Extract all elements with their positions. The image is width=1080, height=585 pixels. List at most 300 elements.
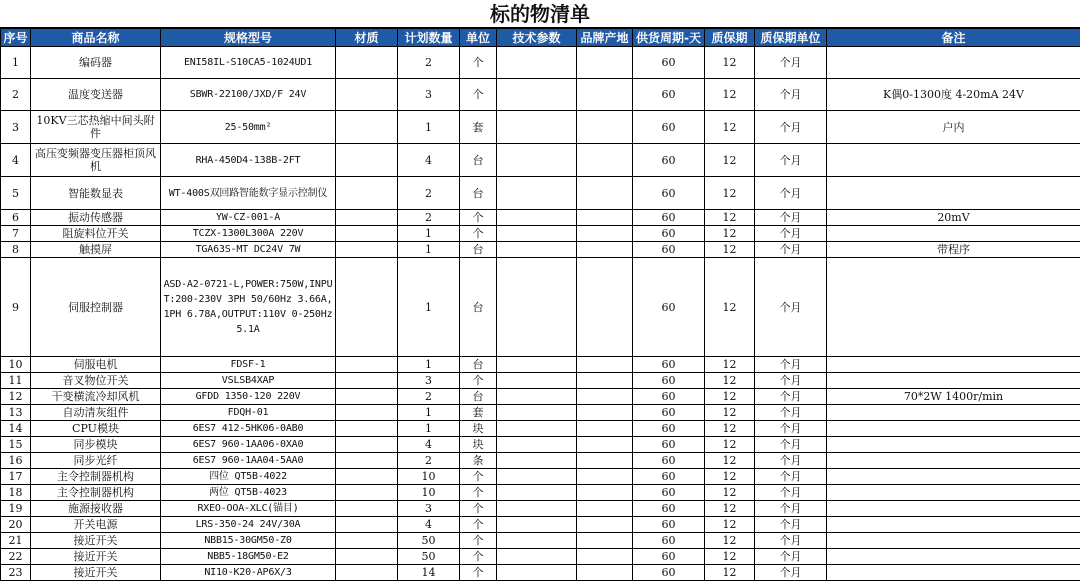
- cell-model[interactable]: RXEO-OOA-XLC(锚目): [161, 501, 336, 517]
- cell-tech[interactable]: [497, 565, 577, 581]
- cell-tech[interactable]: [497, 79, 577, 111]
- cell-qty[interactable]: 2: [398, 177, 460, 210]
- cell-qty[interactable]: 50: [398, 549, 460, 565]
- cell-supply[interactable]: 60: [633, 549, 705, 565]
- cell-supply[interactable]: 60: [633, 469, 705, 485]
- cell-brand[interactable]: [577, 405, 633, 421]
- cell-tech[interactable]: [497, 501, 577, 517]
- cell-model[interactable]: GFDD 1350-120 220V: [161, 389, 336, 405]
- cell-warranty[interactable]: 12: [705, 373, 755, 389]
- table-row: [1, 373, 1080, 389]
- cell-warranty[interactable]: 12: [705, 144, 755, 177]
- cell-warranty[interactable]: 12: [705, 210, 755, 226]
- cell-name[interactable]: 编码器: [31, 47, 161, 79]
- cell-brand[interactable]: [577, 469, 633, 485]
- cell-unit[interactable]: 套: [460, 405, 497, 421]
- table-row: [1, 549, 1080, 565]
- cell-brand[interactable]: [577, 533, 633, 549]
- cell-note[interactable]: [827, 469, 1080, 485]
- cell-material[interactable]: [336, 144, 398, 177]
- cell-supply[interactable]: 60: [633, 565, 705, 581]
- cell-tech[interactable]: [497, 485, 577, 501]
- cell-model[interactable]: FDSF-1: [161, 357, 336, 373]
- cell-supply[interactable]: 60: [633, 405, 705, 421]
- cell-brand[interactable]: [577, 242, 633, 258]
- cell-warranty-unit[interactable]: 个月: [755, 79, 827, 111]
- header-cell-unit[interactable]: 单位: [460, 29, 497, 47]
- cell-no[interactable]: 17: [1, 469, 31, 485]
- cell-supply[interactable]: 60: [633, 389, 705, 405]
- cell-warranty-unit[interactable]: 个月: [755, 485, 827, 501]
- cell-name[interactable]: 伺服控制器: [31, 258, 161, 357]
- table-row: [1, 485, 1080, 501]
- cell-warranty[interactable]: 12: [705, 357, 755, 373]
- cell-material[interactable]: [336, 437, 398, 453]
- header-cell-tech[interactable]: 技术参数: [497, 29, 577, 47]
- cell-note[interactable]: 带程序: [827, 242, 1080, 258]
- cell-warranty[interactable]: 12: [705, 485, 755, 501]
- cell-tech[interactable]: [497, 533, 577, 549]
- cell-material[interactable]: [336, 405, 398, 421]
- cell-warranty[interactable]: 12: [705, 437, 755, 453]
- cell-brand[interactable]: [577, 501, 633, 517]
- cell-note[interactable]: [827, 565, 1080, 581]
- cell-supply[interactable]: 60: [633, 517, 705, 533]
- cell-warranty[interactable]: 12: [705, 405, 755, 421]
- cell-brand[interactable]: [577, 144, 633, 177]
- cell-tech[interactable]: [497, 210, 577, 226]
- cell-tech[interactable]: [497, 357, 577, 373]
- cell-warranty-unit[interactable]: 个月: [755, 517, 827, 533]
- cell-unit[interactable]: 个: [460, 517, 497, 533]
- cell-note[interactable]: [827, 373, 1080, 389]
- cell-supply[interactable]: 60: [633, 242, 705, 258]
- cell-warranty[interactable]: 12: [705, 421, 755, 437]
- cell-brand[interactable]: [577, 226, 633, 242]
- cell-qty[interactable]: 1: [398, 226, 460, 242]
- cell-tech[interactable]: [497, 242, 577, 258]
- cell-qty[interactable]: 1: [398, 111, 460, 144]
- cell-brand[interactable]: [577, 111, 633, 144]
- cell-warranty[interactable]: 12: [705, 177, 755, 210]
- cell-name[interactable]: 干变横流冷却风机: [31, 389, 161, 405]
- cell-warranty[interactable]: 12: [705, 389, 755, 405]
- header-cell-brand[interactable]: 品牌产地: [577, 29, 633, 47]
- cell-warranty-unit[interactable]: 个月: [755, 47, 827, 79]
- cell-name[interactable]: 音叉物位开关: [31, 373, 161, 389]
- cell-warranty[interactable]: 12: [705, 517, 755, 533]
- header-cell-warranty[interactable]: 质保期: [705, 29, 755, 47]
- cell-supply[interactable]: 60: [633, 210, 705, 226]
- cell-warranty[interactable]: 12: [705, 549, 755, 565]
- cell-no[interactable]: 4: [1, 144, 31, 177]
- cell-unit[interactable]: 台: [460, 389, 497, 405]
- cell-model[interactable]: YW-CZ-001-A: [161, 210, 336, 226]
- cell-warranty[interactable]: 12: [705, 501, 755, 517]
- cell-material[interactable]: [336, 469, 398, 485]
- cell-unit[interactable]: 个: [460, 549, 497, 565]
- cell-warranty-unit[interactable]: 个月: [755, 533, 827, 549]
- cell-name[interactable]: 同步光纤: [31, 453, 161, 469]
- cell-no[interactable]: 14: [1, 421, 31, 437]
- cell-no[interactable]: 9: [1, 258, 31, 357]
- cell-qty[interactable]: 2: [398, 210, 460, 226]
- cell-tech[interactable]: [497, 405, 577, 421]
- cell-warranty-unit[interactable]: 个月: [755, 565, 827, 581]
- cell-note[interactable]: [827, 357, 1080, 373]
- cell-warranty-unit[interactable]: 个月: [755, 421, 827, 437]
- cell-brand[interactable]: [577, 485, 633, 501]
- cell-qty[interactable]: 4: [398, 517, 460, 533]
- cell-name[interactable]: 阻旋料位开关: [31, 226, 161, 242]
- cell-warranty[interactable]: 12: [705, 242, 755, 258]
- cell-tech[interactable]: [497, 177, 577, 210]
- cell-name[interactable]: 开关电源: [31, 517, 161, 533]
- cell-tech[interactable]: [497, 549, 577, 565]
- cell-tech[interactable]: [497, 373, 577, 389]
- cell-tech[interactable]: [497, 258, 577, 357]
- cell-brand[interactable]: [577, 258, 633, 357]
- cell-model[interactable]: 6ES7 960-1AA04-5AA0: [161, 453, 336, 469]
- cell-model[interactable]: NBB5-18GM50-E2: [161, 549, 336, 565]
- cell-material[interactable]: [336, 79, 398, 111]
- cell-model[interactable]: 25-50mm²: [161, 111, 336, 144]
- cell-supply[interactable]: 60: [633, 501, 705, 517]
- header-cell-note[interactable]: 备注: [827, 29, 1080, 47]
- cell-model[interactable]: LRS-350-24 24V/30A: [161, 517, 336, 533]
- cell-qty[interactable]: 1: [398, 242, 460, 258]
- table-row: [1, 210, 1080, 226]
- cell-note[interactable]: [827, 144, 1080, 177]
- cell-tech[interactable]: [497, 47, 577, 79]
- cell-supply[interactable]: 60: [633, 111, 705, 144]
- header-cell-warranty-unit[interactable]: 质保期单位: [755, 29, 827, 47]
- cell-warranty-unit[interactable]: 个月: [755, 405, 827, 421]
- cell-name[interactable]: 温度变送器: [31, 79, 161, 111]
- cell-qty[interactable]: 4: [398, 144, 460, 177]
- cell-note[interactable]: [827, 549, 1080, 565]
- cell-supply[interactable]: 60: [633, 79, 705, 111]
- cell-note[interactable]: [827, 453, 1080, 469]
- cell-brand[interactable]: [577, 517, 633, 533]
- cell-material[interactable]: [336, 517, 398, 533]
- cell-no[interactable]: 22: [1, 549, 31, 565]
- cell-note[interactable]: 70*2W 1400r/min: [827, 389, 1080, 405]
- cell-material[interactable]: [336, 47, 398, 79]
- cell-note[interactable]: [827, 258, 1080, 357]
- cell-note[interactable]: [827, 405, 1080, 421]
- cell-supply[interactable]: 60: [633, 373, 705, 389]
- cell-no[interactable]: 20: [1, 517, 31, 533]
- cell-material[interactable]: [336, 242, 398, 258]
- cell-warranty[interactable]: 12: [705, 79, 755, 111]
- cell-tech[interactable]: [497, 453, 577, 469]
- cell-model[interactable]: 四位 QT5B-4022: [161, 469, 336, 485]
- cell-warranty-unit[interactable]: 个月: [755, 258, 827, 357]
- cell-qty[interactable]: 1: [398, 421, 460, 437]
- cell-no[interactable]: 6: [1, 210, 31, 226]
- cell-supply[interactable]: 60: [633, 226, 705, 242]
- cell-model[interactable]: NI10-K20-AP6X/3: [161, 565, 336, 581]
- cell-model[interactable]: TGA63S-MT DC24V 7W: [161, 242, 336, 258]
- cell-material[interactable]: [336, 533, 398, 549]
- cell-name[interactable]: 接近开关: [31, 533, 161, 549]
- cell-material[interactable]: [336, 111, 398, 144]
- cell-unit[interactable]: 台: [460, 177, 497, 210]
- cell-supply[interactable]: 60: [633, 485, 705, 501]
- cell-unit[interactable]: 个: [460, 501, 497, 517]
- cell-unit[interactable]: 个: [460, 210, 497, 226]
- cell-unit[interactable]: 个: [460, 47, 497, 79]
- cell-qty[interactable]: 50: [398, 533, 460, 549]
- cell-qty[interactable]: 2: [398, 453, 460, 469]
- cell-unit[interactable]: 个: [460, 485, 497, 501]
- cell-material[interactable]: [336, 357, 398, 373]
- cell-name[interactable]: 主令控制器机构: [31, 485, 161, 501]
- cell-tech[interactable]: [497, 144, 577, 177]
- cell-no[interactable]: 16: [1, 453, 31, 469]
- cell-brand[interactable]: [577, 210, 633, 226]
- cell-qty[interactable]: 1: [398, 258, 460, 357]
- cell-warranty-unit[interactable]: 个月: [755, 357, 827, 373]
- table-row: [1, 79, 1080, 111]
- cell-tech[interactable]: [497, 437, 577, 453]
- cell-unit[interactable]: 套: [460, 111, 497, 144]
- cell-note[interactable]: [827, 437, 1080, 453]
- cell-warranty-unit[interactable]: 个月: [755, 437, 827, 453]
- cell-warranty-unit[interactable]: 个月: [755, 144, 827, 177]
- cell-supply[interactable]: 60: [633, 437, 705, 453]
- table-row: [1, 177, 1080, 210]
- cell-material[interactable]: [336, 501, 398, 517]
- header-cell-no[interactable]: 序号: [1, 29, 31, 47]
- cell-name[interactable]: 智能数显表: [31, 177, 161, 210]
- cell-no[interactable]: 18: [1, 485, 31, 501]
- cell-brand[interactable]: [577, 549, 633, 565]
- cell-model[interactable]: RHA-450D4-138B-2FT: [161, 144, 336, 177]
- cell-warranty-unit[interactable]: 个月: [755, 389, 827, 405]
- cell-warranty[interactable]: 12: [705, 453, 755, 469]
- cell-brand[interactable]: [577, 357, 633, 373]
- cell-qty[interactable]: 1: [398, 357, 460, 373]
- cell-model[interactable]: 6ES7 412-5HK06-0AB0: [161, 421, 336, 437]
- cell-warranty-unit[interactable]: 个月: [755, 549, 827, 565]
- cell-warranty-unit[interactable]: 个月: [755, 501, 827, 517]
- cell-material[interactable]: [336, 421, 398, 437]
- cell-unit[interactable]: 个: [460, 226, 497, 242]
- cell-warranty-unit[interactable]: 个月: [755, 111, 827, 144]
- cell-material[interactable]: [336, 258, 398, 357]
- cell-supply[interactable]: 60: [633, 533, 705, 549]
- cell-brand[interactable]: [577, 389, 633, 405]
- table-row: [1, 389, 1080, 405]
- cell-unit[interactable]: 台: [460, 258, 497, 357]
- cell-brand[interactable]: [577, 453, 633, 469]
- sheet-title: 标的物清单: [0, 0, 1080, 28]
- cell-note[interactable]: [827, 517, 1080, 533]
- cell-model[interactable]: TCZX-1300L300A 220V: [161, 226, 336, 242]
- cell-name[interactable]: 接近开关: [31, 565, 161, 581]
- cell-note[interactable]: [827, 485, 1080, 501]
- cell-material[interactable]: [336, 373, 398, 389]
- cell-note[interactable]: 户内: [827, 111, 1080, 144]
- table-row: [1, 242, 1080, 258]
- cell-tech[interactable]: [497, 421, 577, 437]
- cell-brand[interactable]: [577, 373, 633, 389]
- cell-supply[interactable]: 60: [633, 421, 705, 437]
- cell-name[interactable]: 振动传感器: [31, 210, 161, 226]
- cell-material[interactable]: [336, 453, 398, 469]
- cell-warranty-unit[interactable]: 个月: [755, 226, 827, 242]
- cell-no[interactable]: 7: [1, 226, 31, 242]
- cell-supply[interactable]: 60: [633, 258, 705, 357]
- cell-model[interactable]: FDQH-01: [161, 405, 336, 421]
- cell-tech[interactable]: [497, 469, 577, 485]
- cell-warranty[interactable]: 12: [705, 258, 755, 357]
- cell-no[interactable]: 11: [1, 373, 31, 389]
- cell-qty[interactable]: 2: [398, 389, 460, 405]
- cell-name[interactable]: CPU模块: [31, 421, 161, 437]
- cell-tech[interactable]: [497, 389, 577, 405]
- cell-no[interactable]: 21: [1, 533, 31, 549]
- cell-supply[interactable]: 60: [633, 144, 705, 177]
- cell-model[interactable]: ENI58IL-S10CA5-1024UD1: [161, 47, 336, 79]
- cell-warranty-unit[interactable]: 个月: [755, 469, 827, 485]
- cell-supply[interactable]: 60: [633, 453, 705, 469]
- cell-unit[interactable]: 块: [460, 421, 497, 437]
- cell-material[interactable]: [336, 485, 398, 501]
- cell-model[interactable]: WT-400S双回路智能数字显示控制仪: [161, 177, 336, 210]
- cell-qty[interactable]: 3: [398, 79, 460, 111]
- cell-brand[interactable]: [577, 565, 633, 581]
- cell-name[interactable]: 同步模块: [31, 437, 161, 453]
- cell-model[interactable]: ASD-A2-0721-L,POWER:750W,INPUT:200-230V 3PH 50/60Hz 3.66A,1PH 6.78A,OUTPUT:110V 0-250Hz 5.1A: [161, 258, 336, 357]
- cell-unit[interactable]: 个: [460, 79, 497, 111]
- cell-name[interactable]: 接近开关: [31, 549, 161, 565]
- cell-unit[interactable]: 台: [460, 144, 497, 177]
- cell-no[interactable]: 2: [1, 79, 31, 111]
- header-cell-material[interactable]: 材质: [336, 29, 398, 47]
- cell-qty[interactable]: 4: [398, 437, 460, 453]
- cell-supply[interactable]: 60: [633, 47, 705, 79]
- header-cell-qty[interactable]: 计划数量: [398, 29, 460, 47]
- cell-warranty[interactable]: 12: [705, 565, 755, 581]
- table-row: [1, 226, 1080, 242]
- cell-no[interactable]: 19: [1, 501, 31, 517]
- cell-material[interactable]: [336, 226, 398, 242]
- cell-note[interactable]: [827, 226, 1080, 242]
- cell-name[interactable]: 施源接收器: [31, 501, 161, 517]
- cell-name[interactable]: 10KV三芯热缩中间头附件: [31, 111, 161, 144]
- cell-warranty[interactable]: 12: [705, 226, 755, 242]
- cell-name[interactable]: 主令控制器机构: [31, 469, 161, 485]
- cell-supply[interactable]: 60: [633, 357, 705, 373]
- cell-material[interactable]: [336, 210, 398, 226]
- cell-model[interactable]: SBWR-22100/JXD/F 24V: [161, 79, 336, 111]
- header-cell-name[interactable]: 商品名称: [31, 29, 161, 47]
- cell-qty[interactable]: 1: [398, 405, 460, 421]
- cell-qty[interactable]: 3: [398, 501, 460, 517]
- cell-brand[interactable]: [577, 437, 633, 453]
- cell-unit[interactable]: 台: [460, 242, 497, 258]
- cell-warranty-unit[interactable]: 个月: [755, 177, 827, 210]
- cell-no[interactable]: 12: [1, 389, 31, 405]
- cell-note[interactable]: [827, 533, 1080, 549]
- cell-material[interactable]: [336, 177, 398, 210]
- cell-brand[interactable]: [577, 47, 633, 79]
- cell-material[interactable]: [336, 389, 398, 405]
- cell-model[interactable]: NBB15-30GM50-Z0: [161, 533, 336, 549]
- cell-warranty[interactable]: 12: [705, 469, 755, 485]
- cell-unit[interactable]: 个: [460, 469, 497, 485]
- cell-unit[interactable]: 台: [460, 357, 497, 373]
- cell-no[interactable]: 3: [1, 111, 31, 144]
- cell-warranty-unit[interactable]: 个月: [755, 210, 827, 226]
- cell-no[interactable]: 5: [1, 177, 31, 210]
- cell-note[interactable]: [827, 501, 1080, 517]
- cell-brand[interactable]: [577, 79, 633, 111]
- cell-no[interactable]: 13: [1, 405, 31, 421]
- cell-material[interactable]: [336, 565, 398, 581]
- cell-no[interactable]: 15: [1, 437, 31, 453]
- cell-qty[interactable]: 10: [398, 469, 460, 485]
- cell-qty[interactable]: 2: [398, 47, 460, 79]
- cell-warranty[interactable]: 12: [705, 111, 755, 144]
- cell-unit[interactable]: 块: [460, 437, 497, 453]
- cell-brand[interactable]: [577, 177, 633, 210]
- cell-unit[interactable]: 条: [460, 453, 497, 469]
- cell-name[interactable]: 高压变频器变压器柜顶风机: [31, 144, 161, 177]
- cell-no[interactable]: 10: [1, 357, 31, 373]
- cell-name[interactable]: 伺服电机: [31, 357, 161, 373]
- cell-warranty-unit[interactable]: 个月: [755, 242, 827, 258]
- cell-note[interactable]: [827, 421, 1080, 437]
- cell-tech[interactable]: [497, 517, 577, 533]
- cell-warranty-unit[interactable]: 个月: [755, 453, 827, 469]
- cell-no[interactable]: 1: [1, 47, 31, 79]
- cell-note[interactable]: K偶0-1300度 4-20mA 24V: [827, 79, 1080, 111]
- cell-unit[interactable]: 个: [460, 565, 497, 581]
- cell-brand[interactable]: [577, 421, 633, 437]
- header-cell-model[interactable]: 规格型号: [161, 29, 336, 47]
- cell-qty[interactable]: 14: [398, 565, 460, 581]
- cell-tech[interactable]: [497, 111, 577, 144]
- cell-name[interactable]: 触摸屏: [31, 242, 161, 258]
- cell-warranty-unit[interactable]: 个月: [755, 373, 827, 389]
- table-row: [1, 421, 1080, 437]
- cell-no[interactable]: 8: [1, 242, 31, 258]
- cell-supply[interactable]: 60: [633, 177, 705, 210]
- cell-tech[interactable]: [497, 226, 577, 242]
- cell-unit[interactable]: 个: [460, 373, 497, 389]
- cell-model[interactable]: VSLSB4XAP: [161, 373, 336, 389]
- cell-note[interactable]: [827, 177, 1080, 210]
- cell-name[interactable]: 自动清灰组件: [31, 405, 161, 421]
- cell-unit[interactable]: 个: [460, 533, 497, 549]
- header-cell-supply[interactable]: 供货周期-天: [633, 29, 705, 47]
- cell-warranty[interactable]: 12: [705, 533, 755, 549]
- cell-no[interactable]: 23: [1, 565, 31, 581]
- cell-qty[interactable]: 10: [398, 485, 460, 501]
- cell-model[interactable]: 两位 QT5B-4023: [161, 485, 336, 501]
- cell-material[interactable]: [336, 549, 398, 565]
- cell-note[interactable]: [827, 47, 1080, 79]
- cell-note[interactable]: 20mV: [827, 210, 1080, 226]
- cell-qty[interactable]: 3: [398, 373, 460, 389]
- cell-warranty[interactable]: 12: [705, 47, 755, 79]
- cell-model[interactable]: 6ES7 960-1AA06-0XA0: [161, 437, 336, 453]
- table-row: [1, 47, 1080, 79]
